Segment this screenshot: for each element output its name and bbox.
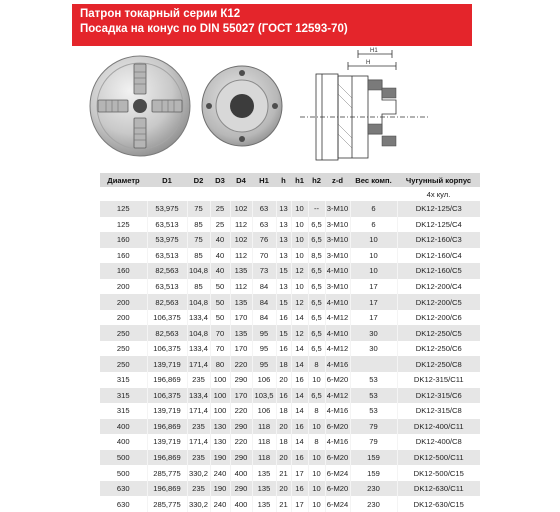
table-cell: 70 (210, 341, 230, 357)
table-cell: 240 (210, 496, 230, 512)
col-header: h1 (291, 173, 308, 188)
table-cell: 230 (350, 496, 397, 512)
table-cell: 160 (100, 232, 147, 248)
table-cell: 13 (276, 201, 291, 217)
table-row (100, 217, 480, 233)
table-cell: 53 (350, 403, 397, 419)
table-cell: 235 (187, 481, 210, 497)
table-cell: 13 (276, 232, 291, 248)
table-cell: 139,719 (147, 356, 187, 372)
table-cell: 84 (252, 310, 276, 326)
table-cell: 500 (100, 450, 147, 466)
table-cell: DK12-500/C15 (397, 465, 480, 481)
table-cell: 6-M20 (325, 481, 350, 497)
table-cell: 25 (210, 217, 230, 233)
table-cell: 16 (291, 450, 308, 466)
table-cell: 3-M10 (325, 201, 350, 217)
col-header: D3 (210, 173, 230, 188)
table-cell: 17 (350, 294, 397, 310)
table-cell: 50 (210, 294, 230, 310)
table-cell: 10 (291, 201, 308, 217)
table-cell: 133,4 (187, 388, 210, 404)
table-cell: 235 (187, 372, 210, 388)
table-row (100, 232, 480, 248)
table-cell: 14 (291, 434, 308, 450)
col-header: Диаметр (100, 173, 147, 188)
table-cell: 85 (187, 217, 210, 233)
table-cell: DK12-160/C3 (397, 232, 480, 248)
table-cell: 102 (230, 232, 252, 248)
table-cell: 6 (350, 201, 397, 217)
table-cell: 250 (100, 341, 147, 357)
dim-h-label: H (366, 60, 371, 66)
table-cell: 4-M16 (325, 434, 350, 450)
table-cell: 6,5 (308, 341, 325, 357)
table-cell: 100 (210, 403, 230, 419)
table-row (100, 201, 480, 217)
table-cell: 16 (291, 419, 308, 435)
table-row (100, 263, 480, 279)
table-cell: 112 (230, 279, 252, 295)
table-cell: 80 (210, 356, 230, 372)
table-row (100, 388, 480, 404)
table-cell: 12 (291, 294, 308, 310)
col-header: D1 (147, 173, 187, 188)
table-cell: 10 (291, 279, 308, 295)
table-cell: 6,5 (308, 279, 325, 295)
table-cell: 70 (252, 248, 276, 264)
table-cell: 3-M10 (325, 217, 350, 233)
table-cell: 6-M20 (325, 372, 350, 388)
table-cell: 235 (187, 419, 210, 435)
table-cell: DK12-500/C11 (397, 450, 480, 466)
table-row (100, 372, 480, 388)
table-cell: 104,8 (187, 263, 210, 279)
table-cell: 40 (210, 248, 230, 264)
table-cell: 12 (291, 263, 308, 279)
table-cell: 330,2 (187, 496, 210, 512)
table-cell: 95 (252, 356, 276, 372)
table-cell: 17 (350, 310, 397, 326)
table-cell: 159 (350, 465, 397, 481)
col-header: Чугунный корпус (397, 173, 480, 188)
table-cell: 4-M12 (325, 388, 350, 404)
table-row (100, 419, 480, 435)
table-cell: 12 (291, 325, 308, 341)
table-cell: 230 (350, 481, 397, 497)
table-cell: 13 (276, 217, 291, 233)
table-row (100, 325, 480, 341)
table-cell: 18 (276, 434, 291, 450)
table-cell: 18 (276, 403, 291, 419)
table-cell: 6,5 (308, 232, 325, 248)
table-cell: 4-M12 (325, 310, 350, 326)
table-header-row (100, 173, 480, 188)
table-cell: 200 (100, 310, 147, 326)
table-cell: 50 (210, 279, 230, 295)
table-cell: 135 (252, 481, 276, 497)
table-cell: 14 (291, 403, 308, 419)
table-cell: DK12-315/C6 (397, 388, 480, 404)
col-header: H1 (252, 173, 276, 188)
table-row (100, 248, 480, 264)
table-cell: 84 (252, 294, 276, 310)
table-cell: 400 (230, 496, 252, 512)
table-cell: 3-M10 (325, 248, 350, 264)
table-cell: 130 (210, 434, 230, 450)
table-cell: 25 (210, 201, 230, 217)
table-cell: 14 (291, 310, 308, 326)
table-cell: 85 (187, 279, 210, 295)
table-cell: 125 (100, 217, 147, 233)
table-cell: DK12-125/C3 (397, 201, 480, 217)
table-cell: 3-M10 (325, 279, 350, 295)
table-cell: 95 (252, 341, 276, 357)
table-cell: 82,563 (147, 325, 187, 341)
table-cell: 18 (276, 356, 291, 372)
table-cell: 106 (252, 372, 276, 388)
table-cell: 220 (230, 403, 252, 419)
table-cell: 170 (230, 310, 252, 326)
table-cell: DK12-200/C6 (397, 310, 480, 326)
table-cell: 400 (100, 419, 147, 435)
table-cell: 220 (230, 434, 252, 450)
table-cell: 106 (252, 403, 276, 419)
table-cell: DK12-160/C4 (397, 248, 480, 264)
table-cell: 70 (210, 325, 230, 341)
table-cell: 290 (230, 450, 252, 466)
col-header: h2 (308, 173, 325, 188)
table-cell: 15 (276, 294, 291, 310)
table-cell: 10 (350, 232, 397, 248)
table-cell: 73 (252, 263, 276, 279)
table-cell: 139,719 (147, 434, 187, 450)
table-cell: 10 (308, 419, 325, 435)
table-cell: 14 (291, 388, 308, 404)
table-cell: 10 (291, 217, 308, 233)
table-cell: 63 (252, 217, 276, 233)
table-cell: 8 (308, 356, 325, 372)
table-row (100, 294, 480, 310)
table-cell: 6-M20 (325, 419, 350, 435)
table-cell: 6,5 (308, 310, 325, 326)
table-cell: 6,5 (308, 263, 325, 279)
table-row (100, 496, 480, 512)
table-cell: DK12-400/C8 (397, 434, 480, 450)
table-cell: 4-M16 (325, 356, 350, 372)
title-line-2: Посадка на конус по DIN 55027 (ГОСТ 12593-70) (80, 23, 348, 35)
table-cell: 196,869 (147, 450, 187, 466)
table-cell: 16 (276, 310, 291, 326)
table-cell: 17 (350, 279, 397, 295)
table-cell: 16 (276, 388, 291, 404)
table-cell: 6,5 (308, 217, 325, 233)
table-cell: 13 (276, 279, 291, 295)
table-cell: 20 (276, 419, 291, 435)
table-cell: 139,719 (147, 403, 187, 419)
table-cell: DK12-630/C11 (397, 481, 480, 497)
table-cell: 240 (210, 465, 230, 481)
table-cell: 13 (276, 248, 291, 264)
table-cell: 53 (350, 388, 397, 404)
table-cell: 315 (100, 403, 147, 419)
title-line-1: Патрон токарный серии К12 (80, 8, 241, 20)
table-cell: 6,5 (308, 388, 325, 404)
table-cell: DK12-250/C5 (397, 325, 480, 341)
table-cell: 10 (308, 496, 325, 512)
table-cell: 6-M24 (325, 496, 350, 512)
table-cell: 84 (252, 279, 276, 295)
table-cell: 40 (210, 263, 230, 279)
table-cell: 250 (100, 356, 147, 372)
table-cell: 20 (276, 450, 291, 466)
table-cell: 10 (350, 248, 397, 264)
table-cell: 10 (308, 450, 325, 466)
dim-h1-label: H1 (370, 48, 378, 54)
table-cell: 235 (187, 450, 210, 466)
table-cell: 315 (100, 372, 147, 388)
table-cell: 20 (276, 481, 291, 497)
table-cell: 16 (291, 481, 308, 497)
table-cell: 103,5 (252, 388, 276, 404)
table-cell: 170 (230, 388, 252, 404)
table-cell: 6,5 (308, 294, 325, 310)
table-cell: 125 (100, 201, 147, 217)
table-row (100, 341, 480, 357)
table-cell: 17 (291, 465, 308, 481)
table-cell: 118 (252, 434, 276, 450)
table-cell: DK12-200/C4 (397, 279, 480, 295)
col-header: D2 (187, 173, 210, 188)
table-row (100, 450, 480, 466)
table-cell: 135 (230, 294, 252, 310)
table-cell: 15 (276, 263, 291, 279)
table-cell: 118 (252, 419, 276, 435)
table-cell: 135 (252, 496, 276, 512)
table-cell: 330,2 (187, 465, 210, 481)
table-cell: 8 (308, 434, 325, 450)
table-row (100, 434, 480, 450)
table-cell: 63,513 (147, 248, 187, 264)
table-cell: 290 (230, 372, 252, 388)
table-cell: 21 (276, 465, 291, 481)
table-cell: 4-M10 (325, 325, 350, 341)
table-row (100, 403, 480, 419)
table-cell: DK12-250/C6 (397, 341, 480, 357)
table-cell: 95 (252, 325, 276, 341)
table-cell: 400 (230, 465, 252, 481)
table-cell: 112 (230, 248, 252, 264)
table-cell: 160 (100, 263, 147, 279)
table-cell: 40 (210, 232, 230, 248)
table-cell: 15 (276, 325, 291, 341)
table-cell: 14 (291, 356, 308, 372)
table-cell: 112 (230, 217, 252, 233)
table-cell: DK12-315/C11 (397, 372, 480, 388)
table-row (100, 310, 480, 326)
table-subheader-row (100, 188, 480, 202)
table-cell: 85 (187, 248, 210, 264)
table-cell: 30 (350, 341, 397, 357)
table-cell: 196,869 (147, 481, 187, 497)
table-cell: 8,5 (308, 248, 325, 264)
table-cell: 4-M10 (325, 294, 350, 310)
table-cell: 4-M16 (325, 403, 350, 419)
table-cell: -- (308, 201, 325, 217)
table-cell: 30 (350, 325, 397, 341)
table-cell: 285,775 (147, 465, 187, 481)
table-cell: 135 (230, 325, 252, 341)
table-cell: 4-M12 (325, 341, 350, 357)
table-body (100, 188, 480, 512)
table-cell: 220 (230, 356, 252, 372)
table-cell: 130 (210, 419, 230, 435)
table-cell: 171,4 (187, 403, 210, 419)
table-cell: DK12-400/C11 (397, 419, 480, 435)
table-cell: 8 (308, 403, 325, 419)
table-cell: 63,513 (147, 279, 187, 295)
table-cell: 630 (100, 481, 147, 497)
table-cell: 3-M10 (325, 232, 350, 248)
jaw-count-label: 4х кул. (397, 188, 480, 202)
table-cell: 102 (230, 201, 252, 217)
table-cell: 14 (291, 341, 308, 357)
table-cell: 21 (276, 496, 291, 512)
table-cell: DK12-630/C15 (397, 496, 480, 512)
table-cell: 170 (230, 341, 252, 357)
table-cell: 200 (100, 279, 147, 295)
table-cell: 79 (350, 434, 397, 450)
table-cell: 53,975 (147, 201, 187, 217)
table-cell: DK12-250/C8 (397, 356, 480, 372)
table-cell: 290 (230, 419, 252, 435)
table-cell: 400 (100, 434, 147, 450)
table-cell: 6 (350, 217, 397, 233)
table-cell: 104,8 (187, 325, 210, 341)
title-banner (72, 4, 472, 46)
table-cell: 10 (308, 465, 325, 481)
table-cell: 10 (308, 372, 325, 388)
table-cell: 315 (100, 388, 147, 404)
table-cell: 133,4 (187, 341, 210, 357)
table-cell: 63 (252, 201, 276, 217)
table-cell: 100 (210, 372, 230, 388)
table-row (100, 356, 480, 372)
table-cell: 75 (187, 201, 210, 217)
chuck-rear-photo (198, 62, 286, 150)
table-cell: 10 (350, 263, 397, 279)
table-cell: 4-M10 (325, 263, 350, 279)
table-cell: 106,375 (147, 310, 187, 326)
table-cell: 290 (230, 481, 252, 497)
table-cell: 10 (308, 481, 325, 497)
table-cell: 106,375 (147, 341, 187, 357)
table-cell: DK12-200/C5 (397, 294, 480, 310)
technical-drawing (296, 44, 432, 170)
table-cell (350, 356, 397, 372)
table-cell: 20 (276, 372, 291, 388)
table-cell: 82,563 (147, 263, 187, 279)
table-cell: 630 (100, 496, 147, 512)
table-cell: 10 (291, 248, 308, 264)
table-cell: 171,4 (187, 434, 210, 450)
table-cell: 17 (291, 496, 308, 512)
table-cell: 6-M24 (325, 465, 350, 481)
table-cell: 10 (291, 232, 308, 248)
table-cell: 135 (252, 465, 276, 481)
table-cell: 50 (210, 310, 230, 326)
table-cell: 159 (350, 450, 397, 466)
table-cell: 76 (252, 232, 276, 248)
table-cell: 79 (350, 419, 397, 435)
table-cell: 196,869 (147, 372, 187, 388)
table-cell: DK12-125/C4 (397, 217, 480, 233)
table-cell: 190 (210, 450, 230, 466)
table-cell: 82,563 (147, 294, 187, 310)
table-cell: 16 (291, 372, 308, 388)
table-cell: 16 (276, 341, 291, 357)
table-cell: 200 (100, 294, 147, 310)
table-cell: 133,4 (187, 310, 210, 326)
table-row (100, 481, 480, 497)
col-header: h (276, 173, 291, 188)
table-cell: 53 (350, 372, 397, 388)
table-cell: 196,869 (147, 419, 187, 435)
table-row (100, 465, 480, 481)
table-cell: 104,8 (187, 294, 210, 310)
table-cell: 160 (100, 248, 147, 264)
col-header: D4 (230, 173, 252, 188)
table-cell: 53,975 (147, 232, 187, 248)
col-header: z-d (325, 173, 350, 188)
chuck-front-photo (84, 50, 196, 162)
table-cell: 75 (187, 232, 210, 248)
table-cell: 171,4 (187, 356, 210, 372)
table-cell: DK12-315/C8 (397, 403, 480, 419)
col-header: Вес комп. (350, 173, 397, 188)
table-cell: 135 (230, 263, 252, 279)
table-cell: 250 (100, 325, 147, 341)
table-cell: 118 (252, 450, 276, 466)
table-cell: 285,775 (147, 496, 187, 512)
table-cell: 6-M20 (325, 450, 350, 466)
table-cell: 106,375 (147, 388, 187, 404)
table-row (100, 279, 480, 295)
spec-table (100, 173, 480, 512)
table-cell: 6,5 (308, 325, 325, 341)
table-cell: DK12-160/C5 (397, 263, 480, 279)
table-cell: 100 (210, 388, 230, 404)
table-cell: 190 (210, 481, 230, 497)
table-cell: 63,513 (147, 217, 187, 233)
table-cell: 500 (100, 465, 147, 481)
